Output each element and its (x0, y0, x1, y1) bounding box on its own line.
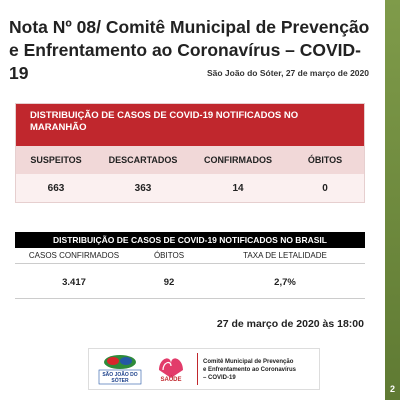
accent-sidebar (385, 0, 400, 400)
value-casos-confirmados: 3.417 (62, 276, 86, 288)
maranhao-table-title: DISTRIBUIÇÃO DE CASOS DE COVID-19 NOTIFICADOS NO MARANHÃO (16, 104, 364, 146)
value-obitos-brasil: 92 (163, 276, 175, 288)
brasil-value-row (15, 273, 365, 291)
value-taxa-letalidade: 2,7% (274, 276, 296, 288)
committee-text-line-3: – COVID-19 (203, 375, 236, 381)
maranhao-table (15, 103, 365, 203)
logo-divider (197, 353, 198, 385)
report-datetime: 27 de março de 2020 às 18:00 (216, 318, 364, 330)
divider (15, 298, 365, 299)
col-obitos: ÓBITOS (307, 155, 343, 165)
value-confirmados: 14 (232, 182, 244, 194)
logo-strip (88, 348, 320, 390)
brasil-table-title: DISTRIBUIÇÃO DE CASOS DE COVID-19 NOTIFICADOS NO BRASIL (15, 232, 365, 248)
place-date: São João do Sóter, 27 de março de 2020 (206, 68, 369, 78)
col-confirmados: CONFIRMADOS (204, 155, 272, 165)
municipal-logo-text: SÃO JOÃO DO SÓTER (102, 372, 138, 384)
title-line-1: Nota Nº 08/ Comitê Municipal de Prevenção (9, 17, 370, 37)
divider (15, 263, 365, 264)
col-suspeitos: SUSPEITOS (30, 155, 82, 165)
saude-logo-text: SAÚDE (160, 377, 182, 383)
col-taxa-letalidade: TAXA DE LETALIDADE (243, 250, 327, 260)
value-suspeitos: 663 (47, 182, 65, 194)
saude-logo (149, 352, 193, 386)
col-descartados: DESCARTADOS (108, 155, 178, 165)
brasil-label-row (15, 248, 365, 262)
maranhao-label-row (16, 146, 364, 174)
value-obitos: 0 (322, 182, 328, 194)
committee-logo-text (203, 358, 315, 382)
municipal-logo (95, 352, 145, 386)
title-line-2: e Enfrentamento ao Coronavírus – COVID-19 (9, 40, 362, 83)
col-casos-confirmados: CASOS CONFIRMADOS (28, 250, 120, 260)
page-number: 2 (389, 384, 395, 394)
maranhao-value-row (16, 174, 364, 202)
committee-text-line-2: e Enfrentamento ao Coronavírus (203, 367, 297, 373)
value-descartados: 363 (134, 182, 152, 194)
col-obitos-brasil: ÓBITOS (153, 250, 185, 260)
committee-text-line-1: Comitê Municipal de Prevenção (203, 359, 294, 365)
